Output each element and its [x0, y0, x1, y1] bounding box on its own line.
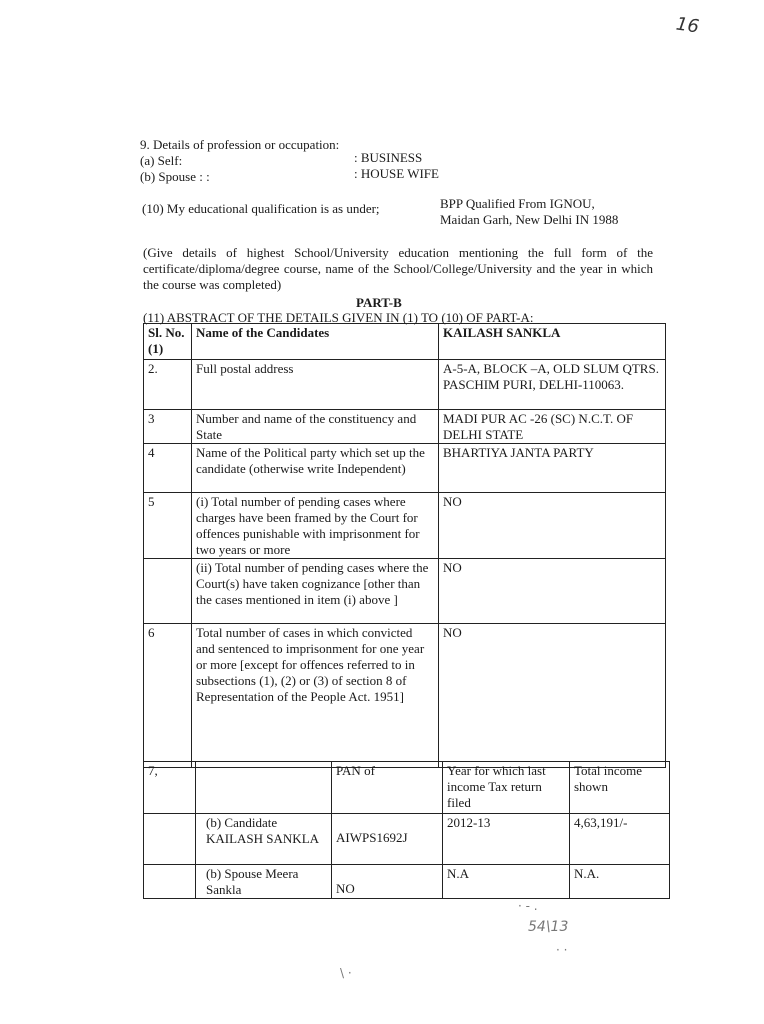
- row-label: (ii) Total number of pending cases where the Court(s) have taken cognizance [other than the cases mentioned in item (i) above ]: [192, 559, 439, 624]
- tax-year: 2012-13: [443, 814, 570, 865]
- row-label: Full postal address: [192, 360, 439, 410]
- tax-pan: NO: [332, 865, 443, 899]
- education-note: (Give details of highest School/University education mentioning the full form of the certificate/diploma/degree course, name of the School/College/University and the year in which the course was completed): [143, 245, 653, 292]
- row-label: (i) Total number of pending cases where charges have been framed by the Court for offences punishable with imprisonment for two years or more: [192, 493, 439, 559]
- row-sl: 6: [144, 624, 192, 768]
- tax-year: N.A: [443, 865, 570, 899]
- row-sl: 2.: [144, 360, 192, 410]
- table-header-row: [144, 324, 666, 360]
- spouse-label: (b) Spouse : :: [140, 169, 210, 184]
- row-sl: 3: [144, 410, 192, 444]
- qualification-label: (10) My educational qualification is as under;: [142, 201, 380, 216]
- spouse-value: : HOUSE WIFE: [354, 166, 439, 181]
- abstract-table: [143, 323, 666, 768]
- table-row: [144, 559, 666, 624]
- tax-income: 4,63,191/-: [570, 814, 670, 865]
- income-header: Total income shown: [570, 762, 670, 814]
- part-b-title: PART-B: [356, 295, 402, 310]
- self-value: : BUSINESS: [354, 150, 423, 165]
- qualification-value-line1: BPP Qualified From IGNOU,: [440, 196, 595, 211]
- stamp-mark: · ‑ .: [518, 899, 538, 913]
- stamp-mark: \ ·: [340, 966, 352, 980]
- tax-empty-header: [196, 762, 332, 814]
- tax-header-row: [144, 762, 670, 814]
- section9-heading: 9. Details of profession or occupation:: [140, 137, 340, 152]
- name-header: Name of the Candidates: [192, 324, 439, 360]
- sl-no-header: Sl. No.(1): [144, 324, 192, 360]
- row-value: A-5-A, BLOCK –A, OLD SLUM QTRS. PASCHIM PURI, DELHI-110063.: [439, 360, 666, 410]
- handwritten-page-number: 16: [674, 13, 701, 38]
- table-row: [144, 493, 666, 559]
- part-b-subtitle: (11) ABSTRACT OF THE DETAILS GIVEN IN (1) TO (10) OF PART-A:: [143, 310, 534, 325]
- candidate-name-header: KAILASH SANKLA: [439, 324, 666, 360]
- tax-row-candidate: [144, 814, 670, 865]
- tax-pan: AIWPS1692J: [332, 814, 443, 865]
- table-row: [144, 360, 666, 410]
- row-value: NO: [439, 624, 666, 768]
- tax-row-spouse: [144, 865, 670, 899]
- tax-who: (b) Candidate KAILASH SANKLA: [196, 814, 332, 865]
- row-label: Name of the Political party which set up the candidate (otherwise write Independent): [192, 444, 439, 493]
- table-row: [144, 624, 666, 768]
- tax-row-blank: [144, 865, 196, 899]
- stamp-mark: · ·: [556, 943, 568, 957]
- pan-header: PAN of: [332, 762, 443, 814]
- tax-row-blank: [144, 814, 196, 865]
- handwritten-mark: 54\13: [528, 919, 569, 935]
- row-value: MADI PUR AC -26 (SC) N.C.T. OF DELHI STATE: [439, 410, 666, 444]
- year-header: Year for which last income Tax return filed: [443, 762, 570, 814]
- row-value: NO: [439, 493, 666, 559]
- tax-sl: 7,: [144, 762, 196, 814]
- row-label: Number and name of the constituency and State: [192, 410, 439, 444]
- row-value: NO: [439, 559, 666, 624]
- self-label: (a) Self:: [140, 153, 183, 168]
- income-tax-table: [143, 761, 670, 899]
- tax-income: N.A.: [570, 865, 670, 899]
- row-sl: [144, 559, 192, 624]
- row-sl: 4: [144, 444, 192, 493]
- qualification-value-line2: Maidan Garh, New Delhi IN 1988: [440, 212, 619, 227]
- row-sl: 5: [144, 493, 192, 559]
- row-label: Total number of cases in which convicted and sentenced to imprisonment for one year or more [except for offences referred to in subsections (1), (2) or (3) of section 8 of Representation of the People Act. 1951]: [192, 624, 439, 768]
- table-row: [144, 444, 666, 493]
- tax-who: (b) Spouse Meera Sankla: [196, 865, 332, 899]
- row-value: BHARTIYA JANTA PARTY: [439, 444, 666, 493]
- table-row: [144, 410, 666, 444]
